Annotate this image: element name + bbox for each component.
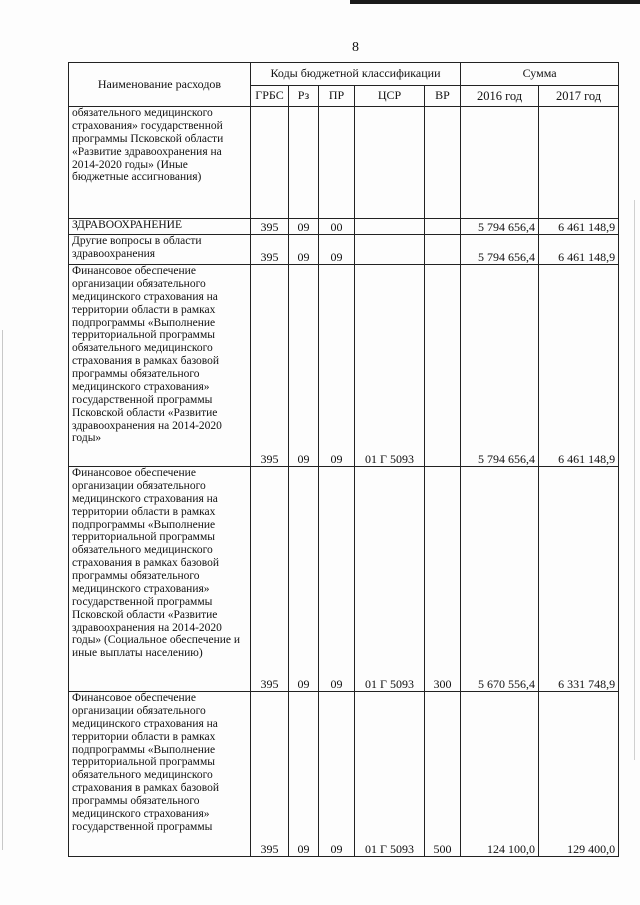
budget-table xyxy=(68,62,619,857)
header-codes-group: Коды бюджетной классификации xyxy=(251,63,461,86)
row-vr xyxy=(425,219,461,235)
row-vr: 300 xyxy=(425,467,461,692)
row-vr xyxy=(425,265,461,467)
row-sum-2017: 129 400,0 xyxy=(539,692,619,857)
header-sum-group: Сумма xyxy=(461,63,619,86)
row-name: обязательного медицинского страхования» государственной программы Псковской области «Развитие здравоохранения на 2014-2020 годы» (Иные бюджетные ассигнования) xyxy=(69,107,251,219)
row-sum-2016: 124 100,0 xyxy=(461,692,539,857)
row-csr: 01 Г 5093 xyxy=(355,265,425,467)
row-sum-2016: 5 794 656,4 xyxy=(461,219,539,235)
row-sum-2017: 6 331 748,9 xyxy=(539,467,619,692)
row-csr xyxy=(355,219,425,235)
row-grbs: 395 xyxy=(251,692,289,857)
row-vr xyxy=(425,235,461,265)
row-name: Другие вопросы в области здравоохранения xyxy=(69,235,251,265)
row-name: Финансовое обеспечение организации обязательного медицинского страхования на территории области в рамках подпрограммы «Выполнение территориальной программы обязательного медицинского страхования в рамках базовой программы обязательного медицинского страхования» государственной программы xyxy=(69,692,251,857)
row-csr xyxy=(355,107,425,219)
page-number: 8 xyxy=(352,40,359,55)
row-grbs: 395 xyxy=(251,265,289,467)
row-pr xyxy=(319,107,355,219)
row-pr: 09 xyxy=(319,265,355,467)
row-grbs: 395 xyxy=(251,235,289,265)
row-rz: 09 xyxy=(289,235,319,265)
row-vr: 500 xyxy=(425,692,461,857)
row-sum-2016: 5 794 656,4 xyxy=(461,265,539,467)
row-sum-2017: 6 461 148,9 xyxy=(539,219,619,235)
row-rz: 09 xyxy=(289,219,319,235)
row-name: Финансовое обеспечение организации обязательного медицинского страхования на территории области в рамках подпрограммы «Выполнение территориальной программы обязательного медицинского страхования в рамках базовой программы обязательного медицинского страхования» государственной программы Псковской области «Развитие здравоохранения на 2014-2020 годы» xyxy=(69,265,251,467)
row-sum-2016: 5 794 656,4 xyxy=(461,235,539,265)
header-rz: Рз xyxy=(289,86,319,107)
scan-artifact-right xyxy=(634,200,635,760)
header-name: Наименование расходов xyxy=(69,63,251,107)
row-rz: 09 xyxy=(289,692,319,857)
table-row xyxy=(69,107,619,219)
table-row xyxy=(69,265,619,467)
table-row xyxy=(69,235,619,265)
row-sum-2016: 5 670 556,4 xyxy=(461,467,539,692)
row-sum-2017 xyxy=(539,107,619,219)
row-grbs xyxy=(251,107,289,219)
table-row xyxy=(69,219,619,235)
header-csr: ЦСР xyxy=(355,86,425,107)
header-year-2017: 2017 год xyxy=(539,86,619,107)
row-rz: 09 xyxy=(289,265,319,467)
row-sum-2017: 6 461 148,9 xyxy=(539,235,619,265)
row-sum-2017: 6 461 148,9 xyxy=(539,265,619,467)
row-name: ЗДРАВООХРАНЕНИЕ xyxy=(69,219,251,235)
header-year-2016: 2016 год xyxy=(461,86,539,107)
scan-artifact-left xyxy=(2,330,3,850)
row-csr: 01 Г 5093 xyxy=(355,467,425,692)
header-grbs: ГРБС xyxy=(251,86,289,107)
row-vr xyxy=(425,107,461,219)
row-sum-2016 xyxy=(461,107,539,219)
row-pr: 09 xyxy=(319,235,355,265)
row-grbs: 395 xyxy=(251,219,289,235)
row-csr xyxy=(355,235,425,265)
scan-top-edge xyxy=(350,0,640,4)
row-rz: 09 xyxy=(289,467,319,692)
row-pr: 09 xyxy=(319,467,355,692)
row-grbs: 395 xyxy=(251,467,289,692)
header-pr: ПР xyxy=(319,86,355,107)
table-row xyxy=(69,692,619,857)
row-csr: 01 Г 5093 xyxy=(355,692,425,857)
header-vr: ВР xyxy=(425,86,461,107)
row-name: Финансовое обеспечение организации обязательного медицинского страхования на территории области в рамках подпрограммы «Выполнение территориальной программы обязательного медицинского страхования в рамках базовой программы обязательного медицинского страхования» государственной программы Псковской области «Развитие здравоохранения на 2014-2020 годы» (Социальное обеспечение и иные выплаты населению) xyxy=(69,467,251,692)
row-pr: 00 xyxy=(319,219,355,235)
row-rz xyxy=(289,107,319,219)
table-row xyxy=(69,467,619,692)
row-pr: 09 xyxy=(319,692,355,857)
